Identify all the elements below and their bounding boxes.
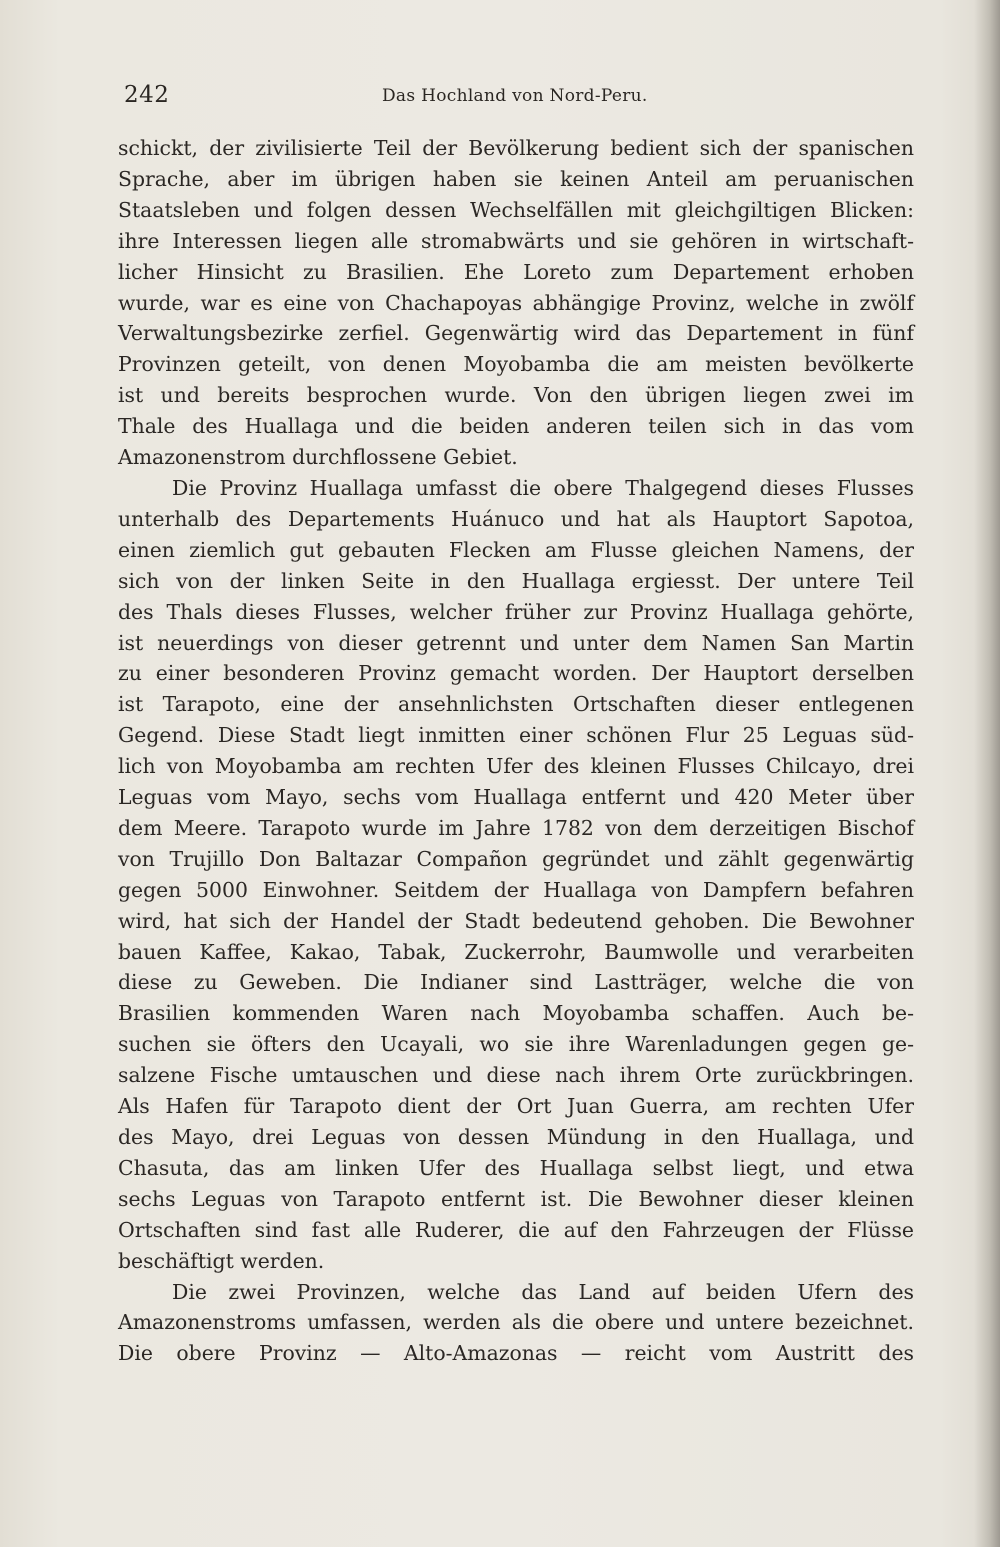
running-title: Das Hochland von Nord-Peru. — [382, 86, 648, 106]
text-line: beschäftigt werden. — [118, 1248, 325, 1273]
text-line: Sprache, aber im übrigen haben sie keinen Anteil am peruanischen — [118, 166, 914, 191]
text-line: gegen 5000 Einwohner. Seitdem der Huallaga von Dampfern befahren — [118, 877, 914, 902]
text-line: dem Meere. Tarapoto wurde im Jahre 1782 von dem derzeitigen Bischof — [118, 815, 914, 840]
text-line: zu einer besonderen Provinz gemacht worden. Der Hauptort derselben — [118, 661, 914, 686]
text-line: Die zwei Provinzen, welche das Land auf beiden Ufern des — [172, 1279, 914, 1304]
text-line: ihre Interessen liegen alle stromabwärts und sie gehören in wirtschaft- — [118, 228, 914, 253]
text-line: Verwaltungsbezirke zerfiel. Gegenwärtig wird das Departement in fünf — [118, 321, 914, 346]
paragraph — [118, 1277, 914, 1370]
text-line: bauen Kaffee, Kakao, Tabak, Zuckerrohr, Baumwolle und verarbeiten — [118, 939, 914, 964]
text-line: Brasilien kommenden Waren nach Moyobamba schaffen. Auch be- — [118, 1001, 914, 1026]
text-line: des Thals dieses Flusses, welcher früher zur Provinz Huallaga gehörte, — [118, 599, 914, 624]
text-line: Die obere Provinz — Alto-Amazonas — reicht vom Austritt des — [118, 1341, 914, 1366]
text-line: licher Hinsicht zu Brasilien. Ehe Loreto zum Departement erhoben — [118, 259, 914, 284]
body-text — [118, 133, 914, 1369]
text-line: salzene Fische umtauschen und diese nach ihrem Orte zurückbringen. — [118, 1063, 914, 1088]
page-number: 242 — [124, 82, 170, 108]
text-line: wird, hat sich der Handel der Stadt bedeutend gehoben. Die Bewohner — [118, 908, 914, 933]
page-edge-shadow — [974, 0, 1000, 1547]
text-line: Provinzen geteilt, von denen Moyobamba die am meisten bevölkerte — [118, 352, 914, 377]
text-line: einen ziemlich gut gebauten Flecken am Flusse gleichen Namens, der — [118, 537, 914, 562]
text-line: Staatsleben und folgen dessen Wechselfällen mit gleichgiltigen Blicken: — [118, 197, 914, 222]
paragraph — [118, 473, 914, 1277]
text-line: Ortschaften sind fast alle Ruderer, die auf den Fahrzeugen der Flüsse — [118, 1217, 914, 1242]
text-line: unterhalb des Departements Huánuco und hat als Hauptort Sapotoa, — [118, 506, 914, 531]
text-line: Amazonenstroms umfassen, werden als die obere und untere bezeichnet. — [118, 1310, 914, 1335]
text-line: sich von der linken Seite in den Huallaga ergiesst. Der untere Teil — [118, 568, 914, 593]
text-line: ist neuerdings von dieser getrennt und unter dem Namen San Martin — [118, 630, 914, 655]
text-line: des Mayo, drei Leguas von dessen Mündung in den Huallaga, und — [118, 1125, 914, 1149]
text-line: Thale des Huallaga und die beiden anderen teilen sich in das vom — [118, 414, 914, 439]
text-line: diese zu Geweben. Die Indianer sind Lastträger, welche die von — [118, 970, 914, 995]
text-line: schickt, der zivilisierte Teil der Bevölkerung bedient sich der spanischen — [118, 136, 914, 160]
text-line: lich von Moyobamba am rechten Ufer des kleinen Flusses Chilcayo, drei — [118, 754, 914, 779]
text-line: ist Tarapoto, eine der ansehnlichsten Ortschaften dieser entlegenen — [118, 692, 914, 717]
text-line: Als Hafen für Tarapoto dient der Ort Juan Guerra, am rechten Ufer — [118, 1094, 914, 1119]
text-line: ist und bereits besprochen wurde. Von den übrigen liegen zwei im — [118, 383, 914, 408]
text-line: von Trujillo Don Baltazar Compañon gegründet und zählt gegenwärtig — [118, 846, 914, 871]
text-line: Amazonenstrom durchflossene Gebiet. — [118, 445, 518, 470]
paragraph — [118, 133, 914, 473]
text-line: suchen sie öfters den Ucayali, wo sie ihre Warenladungen gegen ge- — [118, 1032, 914, 1057]
text-line: Gegend. Diese Stadt liegt inmitten einer schönen Flur 25 Leguas süd- — [118, 723, 914, 748]
text-line: wurde, war es eine von Chachapoyas abhängige Provinz, welche in zwölf — [118, 290, 914, 315]
text-line: Leguas vom Mayo, sechs vom Huallaga entfernt und 420 Meter über — [118, 785, 914, 810]
page-header — [124, 82, 914, 116]
text-line: Chasuta, das am linken Ufer des Huallaga selbst liegt, und etwa — [118, 1155, 914, 1180]
text-line: sechs Leguas von Tarapoto entfernt ist. Die Bewohner dieser kleinen — [118, 1186, 914, 1211]
text-line: Die Provinz Huallaga umfasst die obere Thalgegend dieses Flusses — [172, 475, 914, 500]
